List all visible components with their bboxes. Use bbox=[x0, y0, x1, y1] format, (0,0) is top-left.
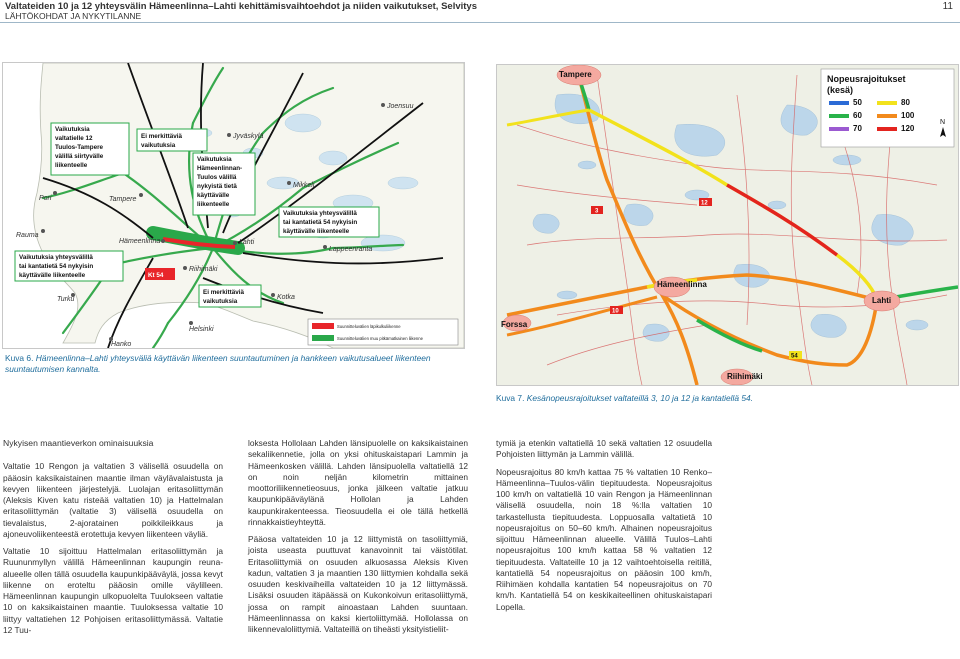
place-lahti: Lahti bbox=[239, 239, 255, 246]
header-rule bbox=[0, 22, 960, 23]
figure-6-number: Kuva 6. bbox=[5, 353, 34, 363]
text-column-3 bbox=[496, 438, 712, 619]
place-hameenlinna-7: Hämeenlinna bbox=[657, 280, 707, 289]
ann-ham-2: Hämeenlinnan- bbox=[197, 165, 243, 172]
north-arrow-label: N bbox=[940, 119, 946, 126]
ann-vt12-2: valtatielle 12 bbox=[55, 135, 93, 142]
ann-ham-1: Vaikutuksia bbox=[197, 156, 232, 163]
ann-conn-2: tai kantatietä 54 nykyisin bbox=[283, 219, 358, 226]
place-rauma: Rauma bbox=[16, 232, 39, 239]
ann-west-1: Vaikutuksia yhteysvälillä bbox=[19, 254, 93, 261]
ann-west-2: tai kantatietä 54 nykyisin bbox=[19, 263, 94, 270]
place-tampere: Tampere bbox=[109, 196, 137, 203]
place-hameenlinna: Hämeenlinna bbox=[119, 238, 161, 245]
figure-6-caption bbox=[5, 353, 465, 374]
ann-conn-3: käyttävälle liikenteelle bbox=[283, 228, 350, 235]
document-title: Valtateiden 10 ja 12 yhteysvälin Hämeenlinna–Lahti kehittämisvaihtoehdot ja niiden vaikutukset, Selvitys bbox=[5, 1, 478, 12]
traffic-orientation-map bbox=[2, 62, 465, 349]
shield-vt3: 3 bbox=[595, 208, 599, 215]
ann-vt12-3: Tuulos-Tampere bbox=[55, 144, 104, 151]
legend-long-distance-traffic: Suunnitteluvälien muu pitkämatkainen liikenne bbox=[337, 336, 423, 341]
ann-north-1: Ei merkittäviä bbox=[141, 133, 182, 140]
paragraph: Valtatie 10 Rengon ja valtatien 3 välisellä osuudella on pääosin kaksikaistainen maantie ilman väylävalaistusta ja kevyen liikenteen järjestelyjä. Luolajan eritasoliittymän (Aleksis Kiven katu risteää valtatien 10) ja Hattelmalan eritasoliittymän (valtatie 3) välisellä osuudella on tievalaistus, 2-ajoratainen poikkileikkaus ja ajoneuvoliikenteestä erotettuja kevyen liikenteen väyliä. bbox=[3, 461, 223, 539]
legend-value-60: 60 bbox=[853, 111, 862, 120]
section-heading: Nykyisen maantieverkon ominaisuuksia bbox=[3, 438, 154, 448]
ann-vt12-4: välillä siirtyvälle bbox=[55, 153, 104, 160]
paragraph: Nopeusrajoitus 80 km/h kattaa 75 % valtatien 10 Renko–Hämeenlinna–Tuulos-välin tiepituudesta. Nopeusrajoitus 100 km/h on valtatiellä 10 vain Rengon ja Hämeenlinnan välisellä osuudella, noin 18 %:lla valtatien 10 tarkastellusta tiepituudesta. Loppuosalla valtatietä 10 nopeusrajoitus on 50–60 km/h. Alhainen nopeusrajoitus sijoittuu Hämeenlinnan alueelle. Välillä Tuulos–Lahti nopeusrajoitus 100 km/h kattaa 58 % valtatien 12 tiepituudesta. Valtateille 10 ja 12 vaihtoehtoisella reitillä, kantatiellä 54 nopeusrajoitus on pääosin 100 km/h, Riihimäen kohdalla kantatien 54 nopeusrajoitus on 70 km/h. Kantatiellä 54 on keskikaiteellinen ohituskaistapari Lopella. bbox=[496, 466, 712, 612]
paragraph: loksesta Hollolaan Lahden länsipuolelle on kaksikaistainen sekaliikennetie, jolla on yksi ohituskaistapari Lammin ja Hämeenkosken välillä. Lahden länsipuolella valtatiellä 12 on noin neljän kilometrin mittainen moottoriliikennetieosuus, jonka jälkeen valtatie jatkuu kaupunkipääväylänä Hollolan ja Lahden kaupunkirakenteessa. Tieosuudella ei ole tällä hetkellä rinnakkaistieyhteyttä. bbox=[248, 438, 468, 527]
place-forssa-7: Forssa bbox=[501, 320, 528, 329]
legend-swatch-100 bbox=[877, 114, 897, 118]
place-turku: Turku bbox=[57, 296, 75, 303]
place-tampere-7: Tampere bbox=[559, 70, 592, 79]
place-joensuu: Joensuu bbox=[387, 103, 414, 110]
figure-7-text: Kesänopeusrajoitukset valtateillä 3, 10 ja 12 ja kantatiellä 54. bbox=[526, 393, 754, 403]
legend-through-traffic: Suunnitteluvälien läpikulkuliikenne bbox=[337, 324, 401, 329]
ann-ham-6: liikenteelle bbox=[197, 201, 230, 208]
place-jyvaskyla: Jyväskylä bbox=[233, 133, 264, 140]
section-title: LÄHTÖKOHDAT JA NYKYTILANNE bbox=[5, 11, 142, 21]
place-mikkeli: Mikkeli bbox=[293, 182, 315, 189]
place-riihimaki: Riihimäki bbox=[189, 266, 218, 273]
map-7-graphic bbox=[497, 65, 958, 385]
ann-ham-5: käyttävälle bbox=[197, 192, 230, 199]
figure-7-caption bbox=[496, 393, 956, 404]
place-helsinki: Helsinki bbox=[189, 326, 214, 333]
legend-title: Nopeusrajoitukset bbox=[827, 74, 906, 84]
legend-swatch-70 bbox=[829, 127, 849, 131]
place-pori: Pori bbox=[39, 195, 52, 202]
legend-swatch-50 bbox=[829, 101, 849, 105]
shield-kt54: 54 bbox=[791, 353, 798, 360]
ann-west-3: käyttävälle liikenteelle bbox=[19, 272, 86, 279]
paragraph: tymiä ja etenkin valtatiellä 10 sekä valtatien 12 osuudella Pohjoisten liittymän ja Lammin välillä. bbox=[496, 438, 712, 460]
legend-value-100: 100 bbox=[901, 111, 915, 120]
ann-ham-3: Tuulos välillä bbox=[197, 174, 237, 181]
ann-vt12-1: Vaikutuksia bbox=[55, 126, 90, 133]
page-header bbox=[5, 0, 955, 22]
place-kotka: Kotka bbox=[277, 294, 295, 301]
legend-swatch-60 bbox=[829, 114, 849, 118]
place-riihimaki-7: Riihimäki bbox=[727, 372, 763, 381]
ann-north-2: vaikutuksia bbox=[141, 142, 176, 149]
speed-legend bbox=[821, 69, 954, 147]
shield-vt12: 12 bbox=[701, 200, 708, 207]
place-hanko: Hanko bbox=[111, 341, 132, 348]
legend-value-80: 80 bbox=[901, 98, 910, 107]
shield-vt10: 10 bbox=[612, 308, 619, 315]
ann-south-1: Ei merkittäviä bbox=[203, 289, 244, 296]
legend-swatch-80 bbox=[877, 101, 897, 105]
figure-7-number: Kuva 7. bbox=[496, 393, 525, 403]
text-column-1 bbox=[3, 438, 223, 642]
ann-vt12-5: liikenteelle bbox=[55, 162, 88, 169]
map-6-graphic bbox=[3, 63, 464, 348]
paragraph: Pääosa valtateiden 10 ja 12 liittymistä on tasoliittymiä, joista useasta puuttuvat kanavoinnit tai väistötilat. Eritasoliittymiä on osuuden alkuosassa Aleksis Kiven kadun, valtatien 3 ja maantien 130 liittymien kohdalla sekä osuuden keskivaiheilla valtateiden 10 ja 12 liittymässä. Lisäksi osuuden itäpäässä on Kukonkoivun eritasoliittymä, jossa on rampit ainoastaan Lahden suuntaan. Hämeenlinnassa on kaksi kiertoliittymää. Hollolassa on liikennevaloliittymiä. Valtateillä on tiheästi yksityistieliit- bbox=[248, 534, 468, 634]
speed-limit-map bbox=[496, 64, 959, 386]
legend-value-70: 70 bbox=[853, 124, 862, 133]
paragraph: Valtatie 10 sijoittuu Hattelmalan eritasoliittymän ja Ruununmyllyn välillä Hämeenlinnan kaupungin reuna-alueelle ollen tällä osuudella kaupunkipääväylä, jossa kevyt liikenne on eroteltu pääosin omille väylilleen. Hämeenlinnan kaupungin ulkopuolelta Tuulokseen valtatie 10 on kaksikaistainen maantie. Tuuloksessa valtatie 10 liittyy valtatiehen 12 Pohjoisen eritasoliittymässä. Valtatie 12 Tuu- bbox=[3, 546, 223, 635]
place-lahti-7: Lahti bbox=[872, 296, 892, 305]
legend-value-50: 50 bbox=[853, 98, 862, 107]
ann-conn-1: Vaikutuksia yhteysvälillä bbox=[283, 210, 357, 217]
ann-kt54: Kt 54 bbox=[148, 272, 164, 279]
legend-swatch-120 bbox=[877, 127, 897, 131]
ann-ham-4: nykyistä tietä bbox=[197, 183, 237, 190]
ann-south-2: vaikutuksia bbox=[203, 298, 238, 305]
text-column-2 bbox=[248, 438, 468, 641]
place-lappeenranta: Lappeenranta bbox=[329, 246, 373, 253]
page-number: 11 bbox=[942, 1, 953, 12]
legend-value-120: 120 bbox=[901, 124, 915, 133]
figure-6-text: Hämeenlinna–Lahti yhteysväliä käyttävän liikenteen suuntautuminen ja hankkeen vaikutusalueet liikenteen suuntautumisen kannalta. bbox=[5, 353, 431, 374]
legend-subtitle: (kesä) bbox=[827, 85, 854, 95]
map-6-legend bbox=[308, 319, 458, 345]
